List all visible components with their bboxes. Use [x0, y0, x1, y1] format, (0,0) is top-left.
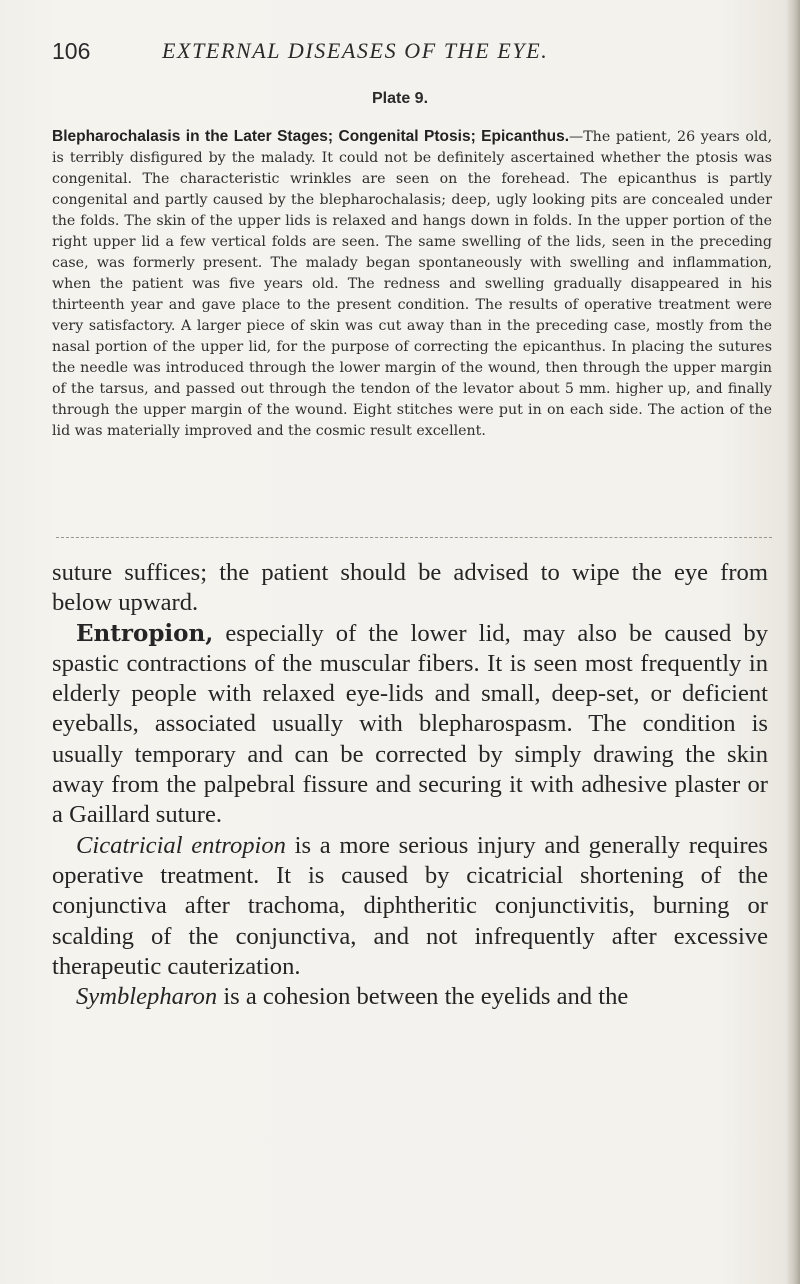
- caption-lead: Blepharochalasis in the Later Stages; Congenital Ptosis; Epicanthus.: [52, 128, 570, 145]
- paragraph-entropion-text: especially of the lower lid, may also be caused by spastic contractions of the muscular fibers. It is seen most frequently in elderly people with relaxed eye-lids and small, deep-set, or deficient eyeballs, associated usually with blepharospasm. The condition is usually temporary and can be corrected by simply drawing the skin away from the palpebral fissure and securing it with adhesive plaster or a Gaillard suture.: [52, 619, 768, 829]
- plate-title: Plate 9.: [371, 90, 429, 107]
- running-head: EXTERNAL DISEASES OF THE EYE.: [162, 38, 549, 63]
- paragraph-symblepharon: [52, 982, 768, 1012]
- paragraph-entropion: [52, 619, 768, 831]
- page-number: 106: [52, 38, 91, 64]
- paragraph-symblepharon-text: is a cohesion between the eyelids and the: [217, 983, 629, 1011]
- term-entropion: Entropion,: [76, 619, 214, 647]
- body-text: [52, 558, 768, 1012]
- paragraph-suture: suture suffices; the patient should be advised to wipe the eye from below upward.: [52, 559, 768, 617]
- paragraph-cicatricial: [52, 831, 768, 982]
- plate-caption: [52, 126, 772, 442]
- term-symblepharon: Symblepharon: [76, 983, 218, 1011]
- paragraph-cicatricial-text: is a more serious injury and generally requires operative treatment. It is caused by cicatricial shortening of the conjunctiva after trachoma, diphtheritic conjunctivitis, burning or scalding of the conjunctiva, and not infrequently after excessive therapeutic cauterization.: [52, 831, 768, 980]
- caption-text: —The patient, 26 years old, is terribly disfigured by the malady. It could not be definitely ascertained whether the ptosis was congenital. The characteristic wrinkles are seen on the forehead. The epicanthus is partly congenital and partly caused by the blepharochalasis; deep, ugly looking pits are concealed under the folds. The skin of the upper lids is relaxed and hangs down in folds. In the upper portion of the right upper lid a few vertical folds are seen. The same swelling of the lids, seen in the preceding case, was formerly present. The malady began spontaneously with swelling and inflammation, when the patient was five years old. The redness and swelling gradually disappeared in his thirteenth year and gave place to the present condition. The results of operative treatment were very satisfactory. A larger piece of skin was cut away than in the preceding case, mostly from the nasal portion of the upper lid, for the purpose of correcting the epicanthus. In placing the sutures the needle was introduced through the lower margin of the wound, then through the upper margin of the tarsus, and passed out through the tendon of the levator about 5 mm. higher up, and finally through the upper margin of the wound. Eight stitches were put in on each side. The action of the lid was materially improved and the cosmic result excellent.: [52, 129, 773, 439]
- term-cicatricial-entropion: Cicatricial entropion: [76, 831, 286, 859]
- section-divider: [56, 537, 772, 538]
- page-header: [52, 38, 772, 74]
- page-edge-shadow: [786, 0, 800, 1284]
